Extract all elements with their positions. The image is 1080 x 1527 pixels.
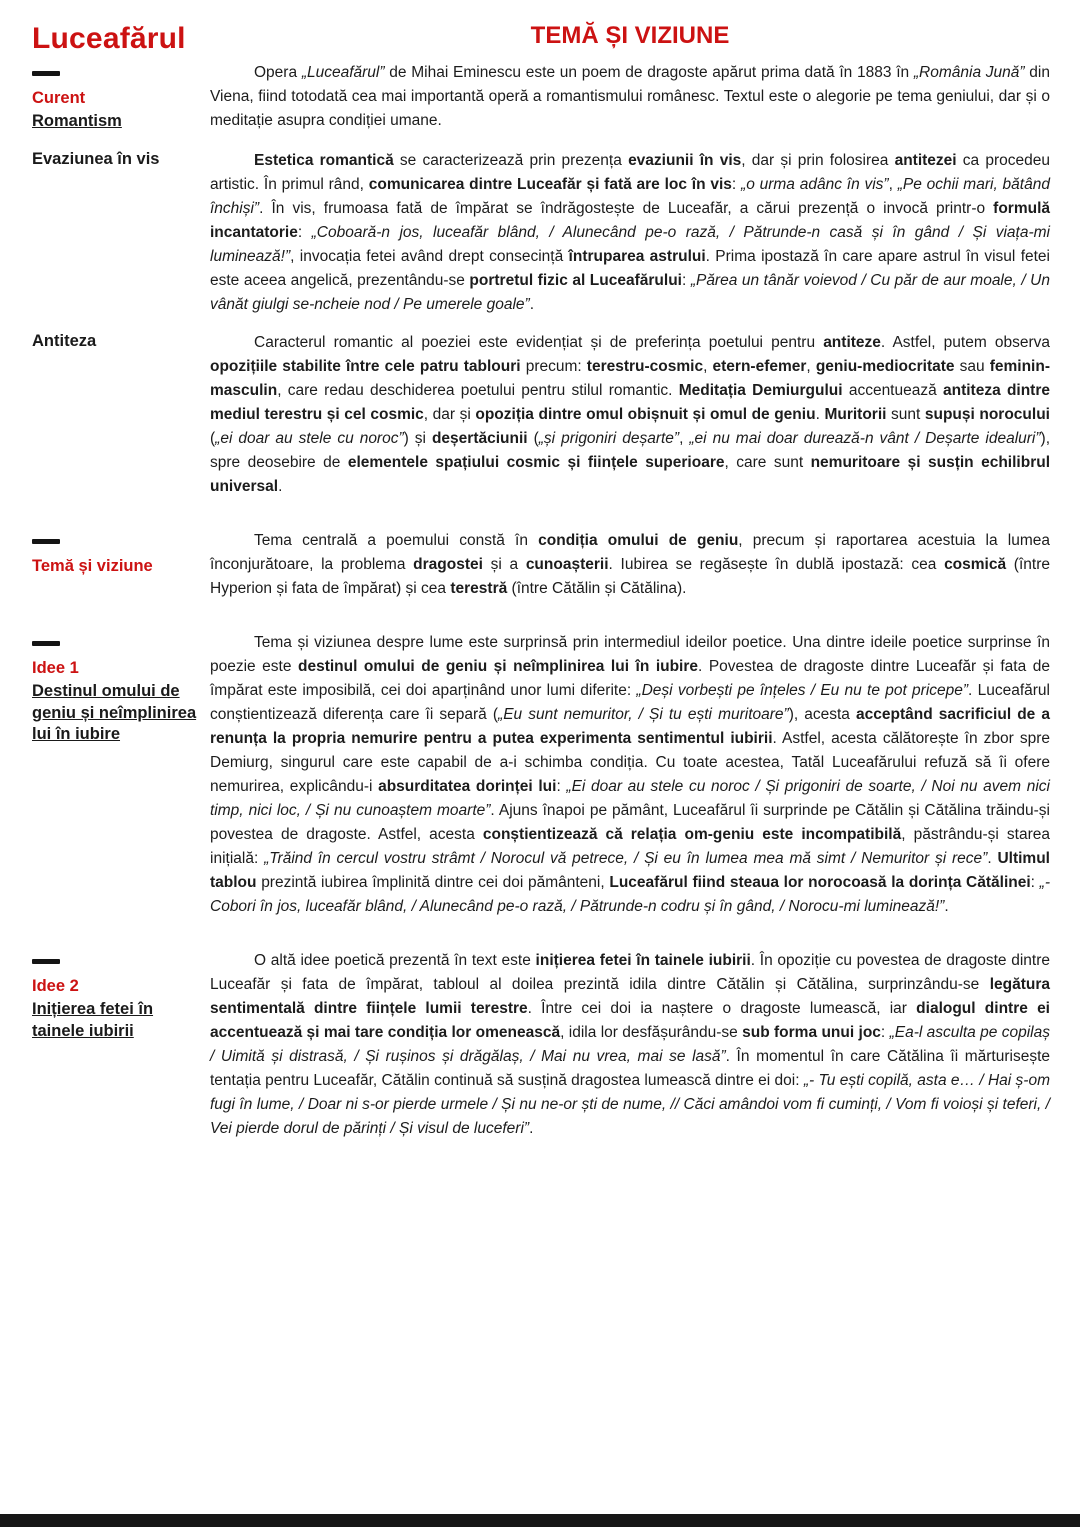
text-run: : (297, 223, 312, 241)
text-run: „o urma adânc în vis” (741, 175, 889, 193)
text-run: „Luceafărul” (301, 64, 385, 81)
sidebar-column (32, 149, 210, 317)
text-run: „Trăind în cercul vostru strâmt / Norocul vă petrece, / Și eu în lumea mea mă simt / Nemuritor și rece” (264, 849, 988, 867)
text-run: etern-efemer (712, 357, 807, 375)
text-run: Opera (254, 64, 302, 81)
text-run: . În vis, frumoasa fată de împărat se îndrăgostește de Luceafăr, a cărui prezență o invocă printr-o (259, 199, 994, 217)
text-run: „Ei doar au stele cu noroc / Și prigoniri de soarte, / Noi nu avem nici timp, nici loc, / Și nu cunoaștem moarte” (210, 777, 1050, 819)
text-run: : (731, 175, 742, 193)
text-run: Estetica romantică (254, 151, 394, 169)
text-run: : (880, 1023, 890, 1041)
text-run: ), acesta (788, 705, 857, 723)
text-run: acceptând sacrificiul de a renunța la propria nemurire pentru a putea experimenta sentimentul iubirii (210, 705, 1051, 747)
text-run: „ei nu mai doar durează-n vânt / Deșarte idealuri” (689, 429, 1041, 447)
text-run: feminin-masculin (210, 357, 1050, 399)
text-run: . Luceafărul conștientizează diferența care îi separă ( (210, 681, 1050, 723)
text-run: sub forma unui joc (742, 1023, 881, 1041)
text-run: terestru-cosmic (586, 357, 704, 375)
text-run: „și prigoniri deșarte” (538, 429, 680, 447)
text-run: , dar și prin folosirea (741, 151, 895, 169)
bottom-bar (0, 1514, 1080, 1527)
text-run: accentuează (842, 381, 943, 399)
text-run: „- Cobori în jos, luceafăr blând, / Alunecând pe-o rază, / Pătrunde-n codru și în gând, / Norocu-mi luminează!” (210, 873, 1050, 915)
text-run: Meditația Demiurgului (678, 381, 843, 399)
sidebar-label: Evaziunea în vis (32, 149, 160, 168)
text-run: , păstrându-și starea inițială: (210, 825, 1050, 867)
text-run: „Eu sunt nemuritor, / Și tu ești muritoare” (498, 705, 789, 723)
paragraph (210, 949, 1050, 1141)
text-run: Ultimul tablou (210, 849, 1050, 891)
text-run: . Povestea de dragoste dintre Luceafăr și fata de împărat este imposibilă, cei doi aparținând unor lumi diferite: (210, 657, 1050, 699)
sidebar-label: Antiteza (32, 331, 97, 350)
text-run: supuși norocului (924, 405, 1050, 423)
paragraph (210, 529, 1050, 601)
paragraph (210, 61, 1050, 135)
text-run: Muritorii (824, 405, 887, 423)
text-run: . În opoziție cu povestea de dragoste dintre Luceafăr și fata de împărat, tabloul al doilea prezintă idila dintre Cătălin și Cătălina, surprinzându-se (210, 951, 1051, 993)
content-rows (32, 61, 1050, 1141)
text-run: cunoașterii (525, 555, 609, 573)
text-run: „România Jună” (913, 64, 1025, 81)
content-row (32, 61, 1050, 135)
sidebar-column (32, 331, 210, 499)
text-run: destinul omului de geniu și neîmplinirea lui în iubire (298, 657, 699, 675)
text-run: , (888, 175, 898, 193)
doc-title: Luceafărul (32, 22, 186, 55)
sidebar-label: Idee 2 (32, 976, 79, 995)
text-run: precum: (520, 357, 587, 375)
section-dash (32, 71, 60, 76)
sidebar-column (32, 949, 210, 1141)
text-run: sau (954, 357, 990, 375)
text-run: : (556, 777, 567, 795)
text-run: deșertăciunii (431, 429, 528, 447)
content-row (32, 631, 1050, 919)
text-run: sunt (886, 405, 925, 423)
content-row (32, 949, 1050, 1141)
text-run: dialogul dintre ei accentuează și mai tare condiția lor omenească (210, 999, 1050, 1041)
text-run: întruparea astrului (568, 247, 706, 265)
content-row (32, 331, 1050, 499)
text-run: , (703, 357, 713, 375)
text-run: , (806, 357, 816, 375)
text-run: . (529, 295, 534, 313)
text-run: Tema și viziunea despre lume este surprinsă prin intermediul ideilor poetice. Una dintre ideile poetice surprinse în poezie este (210, 633, 1050, 675)
text-run: O altă idee poetică prezentă în text este (254, 951, 536, 969)
text-run: se caracterizează prin prezența (393, 151, 629, 169)
text-run: . (944, 897, 949, 915)
text-run: , care sunt (724, 453, 811, 471)
sidebar-label: Idee 1 (32, 658, 79, 677)
text-run: . Prima ipostază în care apare astrul în visul fetei este aceea angelică, prezentându-se (210, 247, 1050, 289)
section-dash (32, 641, 60, 646)
text-run: , invocația fetei având drept consecință (290, 247, 569, 265)
text-run: comunicarea dintre Luceafăr și fată are loc în vis (368, 175, 732, 193)
text-run: terestră (450, 579, 508, 597)
text-run: absurditatea dorinței lui (378, 777, 557, 795)
text-run: „- Tu ești copilă, asta e… / Hai ș-om fugi în lume, / Doar ni s-or pierde urmele / Și nu ne-or ști de nume, // Căci amândoi vom fi cuminți, / Vom fi voioși și teferi, / Vei pierde dorul de părinți / Și visul de luceferi” (210, 1071, 1050, 1137)
text-run: antiteze (823, 333, 881, 351)
sidebar-column (32, 529, 210, 601)
text-run: inițierea fetei în tainele iubirii (535, 951, 751, 969)
text-run: ca procedeu artistic. În primul rând, (210, 151, 1050, 193)
sidebar-column (32, 61, 210, 135)
text-run: ( (210, 429, 216, 447)
text-run: . Ajuns înapoi pe pământ, Luceafărul îi surprinde pe Cătălin și Cătălina trăindu-și povestea de dragoste. Astfel, acesta (210, 801, 1050, 843)
text-run: (între Cătălin și Cătălina). (507, 579, 687, 597)
text-run: . Între cei doi ia naștere o dragoste lumească, iar (527, 999, 917, 1017)
text-run: Tema centrală a poemului constă în (254, 531, 539, 549)
text-run: prezintă iubirea împlinită dintre cei doi pământeni, (256, 873, 610, 891)
text-run: formulă incantatorie (210, 199, 1050, 241)
text-run: , precum și raportarea acestuia la lumea înconjurătoare, la problema (210, 531, 1050, 573)
text-run: dragostei (413, 555, 483, 573)
text-run: opozițiile stabilite între cele patru tablouri (210, 357, 521, 375)
paragraph (210, 631, 1050, 919)
section-dash (32, 539, 60, 544)
text-run: portretul fizic al Luceafărului (469, 271, 682, 289)
sidebar-label: Destinul omului de geniu și neîmplinirea lui în iubire (32, 682, 197, 744)
section-dash (32, 959, 60, 964)
sidebar-column (32, 631, 210, 919)
text-run: antitezei (894, 151, 957, 169)
text-run: „Ea-l asculta pe copilaș / Uimită și distrasă, / Și rușinos și drăgălaș, / Mai nu vrea, mai se lasă” (210, 1023, 1050, 1065)
page-title: TEMĂ ȘI VIZIUNE (530, 22, 730, 49)
text-run: . (987, 849, 998, 867)
text-run: , dar și (423, 405, 476, 423)
text-run: : (1030, 873, 1040, 891)
sidebar-label: Curent (32, 89, 86, 107)
text-run: și a (482, 555, 526, 573)
text-run: (între Hyperion și fata de împărat) și cea (210, 555, 1050, 597)
text-run: , (679, 429, 690, 447)
text-run: „Pe ochii mari, bătând închiși” (210, 175, 1050, 217)
text-run: . (815, 405, 825, 423)
sidebar-label: Romantism (32, 112, 122, 131)
text-run: condiția omului de geniu (538, 531, 739, 549)
content-row (32, 149, 1050, 317)
text-run: elementele spațiului cosmic și ființele superioare (347, 453, 725, 471)
paragraph (210, 331, 1050, 499)
text-run: , care redau deschiderea poetului pentru stilul romantic. (277, 381, 679, 399)
text-run: opoziția dintre omul obișnuit și omul de geniu (475, 405, 816, 423)
text-run: de Mihai Eminescu este un poem de dragoste apărut prima dată în 1883 în (384, 64, 914, 81)
text-run: , idila lor desfășurându-se (560, 1023, 743, 1041)
text-run: conștientizează că relația om-geniu este incompatibilă (482, 825, 902, 843)
text-run: „Părea un tânăr voievod / Cu păr de aur moale, / Un vânăt giulgi se-ncheie nod / Pe umerele goale” (210, 271, 1050, 313)
text-run: . În momentul în care Cătălina îi mărturisește tentația pentru Luceafăr, Cătălin continuă să susțină dragostea lumească dintre ei doi: (210, 1047, 1051, 1089)
text-run: ( (527, 429, 539, 447)
text-run: cosmică (944, 555, 1007, 573)
text-run: . Astfel, putem observa (880, 333, 1050, 351)
content-row (32, 529, 1050, 601)
text-run: . (529, 1119, 534, 1137)
text-run: . (278, 477, 283, 495)
sidebar-label: Inițierea fetei în tainele iubirii (32, 1000, 154, 1040)
paragraph (210, 149, 1050, 317)
text-run: evaziunii în vis (628, 151, 742, 169)
text-run: . Astfel, acesta călătorește în zbor spre Demiurg, singurul care este capabil de a-i schimba condiția. Cu toate acestea, Tatăl Luceafărului refuză să îi ofere nemurirea, explicându-i (210, 729, 1050, 795)
text-run: geniu-mediocritate (815, 357, 955, 375)
text-run: ) și (403, 429, 432, 447)
text-run: nemuritoare și susțin echilibrul universal (210, 453, 1050, 495)
text-run: „Coboară-n jos, luceafăr blând, / Alunecând pe-o rază, / Pătrunde-n casă și în gând / Și viața-mi luminează!” (210, 223, 1050, 265)
text-run: din Viena, fiind totodată cea mai importantă operă a romantismului românesc. Textul este o alegorie pe tema geniului, dar și o meditație asupra condiției umane. (210, 64, 1050, 129)
text-run: ), spre deosebire de (210, 429, 1050, 471)
text-run: Caracterul romantic al poeziei este evidențiat și de preferința poetului pentru (254, 333, 824, 351)
text-run: „ei doar au stele cu noroc” (215, 429, 404, 447)
text-run: „Deși vorbești pe înțeles / Eu nu te pot pricepe” (636, 681, 969, 699)
text-run: antiteza dintre mediul terestru și cel cosmic (210, 381, 1050, 423)
header (32, 22, 1050, 55)
text-run: : (681, 271, 691, 289)
sidebar-label: Temă și viziune (32, 556, 153, 575)
text-run: . Iubirea se regăsește în dublă ipostază: cea (608, 555, 945, 573)
text-run: Luceafărul fiind steaua lor norocoasă la dorința Cătălinei (609, 873, 1031, 891)
text-run: legătura sentimentală dintre ființele lumii terestre (210, 975, 1050, 1017)
